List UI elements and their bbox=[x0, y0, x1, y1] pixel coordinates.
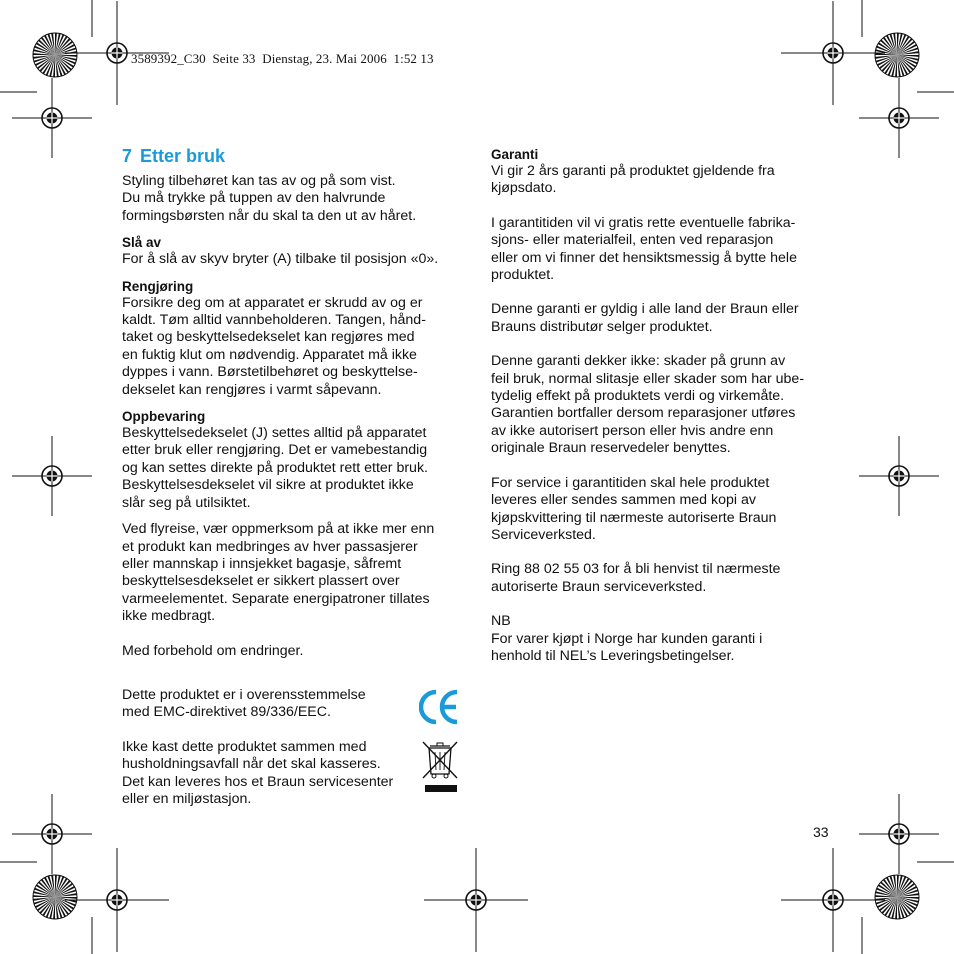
registration-mark-icon bbox=[859, 436, 939, 516]
warranty-paragraph: I garantitiden vil vi gratis rette eventuelle fabrika- sjons- eller materialfeil, enten ved reparasjon eller om vi finner det hensiktsmessig å bytte hele produktet. bbox=[491, 214, 797, 284]
storage-heading: Oppbevaring bbox=[122, 409, 206, 425]
registration-mark-icon bbox=[781, 1, 885, 105]
warranty-paragraph: For service i garantitiden skal hele produktet leveres eller sendes sammen med kopi av kjøpskvittering til nærmeste autoriserte Braun Serviceverksted. bbox=[491, 474, 777, 543]
page-number: 33 bbox=[813, 824, 829, 840]
cleaning-text: Forsikre deg om at apparatet er skrudd av og er kaldt. Tøm alltid vannbeholderen. Tangen, hånd- taket og beskyttelsedekselet kan regjøres med en fuktig klut om nødvendig. Apparatet må ikke dyppes i vann. Børstetilbehøret og beskyttelse- dekselet kan rengjøres i varmt såpevann. bbox=[122, 294, 426, 398]
switch-off-text: For å slå av skyv bryter (A) tilbake til posisjon «0». bbox=[122, 251, 439, 268]
travel-text: Ved flyreise, vær oppmerksom på at ikke mer enn et produkt kan medbringes av hver passasjerer eller mannskap i innsjekket bagasje, såfremt beskyttelsesdekselet er sikkert plassert over varmeelementet. Separate energipatroner tillates ikke medbragt. bbox=[122, 521, 435, 625]
registration-mark-icon bbox=[859, 78, 939, 158]
switch-off-heading: Slå av bbox=[122, 235, 162, 251]
section-number: 7 bbox=[122, 146, 133, 166]
registration-mark-icon bbox=[781, 848, 885, 952]
registration-mark-icon bbox=[424, 848, 528, 952]
warranty-heading: Garanti bbox=[491, 147, 539, 162]
warranty-paragraph: Vi gir 2 års garanti på produktet gjeldende fra kjøpsdato. bbox=[491, 163, 775, 197]
print-header: 3589392_C30 Seite 33 Dienstag, 23. Mai 2006 1:52 13 bbox=[131, 51, 434, 66]
registration-mark-icon bbox=[12, 436, 92, 516]
warranty-paragraph: Denne garanti er gyldig i alle land der Braun eller Brauns distributør selger produktet. bbox=[491, 301, 799, 335]
registration-mark-icon bbox=[12, 78, 92, 158]
starburst-mark-icon bbox=[33, 875, 77, 919]
warranty-paragraph: Ring 88 02 55 03 for å bli henvist til nærmeste autoriserte Braun serviceverksted. bbox=[491, 561, 781, 595]
emc-notice: Dette produktet er i overensstemmelse med EMC-direktivet 89/336/EEC. bbox=[122, 686, 366, 721]
reservation-text: Med forbehold om endringer. bbox=[122, 642, 304, 659]
storage-text: Beskyttelsedekselet (J) settes alltid på apparatet etter bruk eller rengjøring. Det er vamebestandig og kan settes direkte på produktet rett etter bruk. Beskyttelsesdekselet vil sikre at produktet ikke slår seg på utilsiktet. bbox=[122, 425, 428, 511]
starburst-mark-icon bbox=[33, 33, 77, 77]
registration-mark-icon bbox=[65, 1, 169, 105]
warranty-paragraph: NB For varer kjøpt i Norge har kunden garanti i henhold til NEL’s Leveringsbetingelser. bbox=[491, 613, 763, 664]
starburst-mark-icon bbox=[875, 33, 919, 77]
registration-mark-icon bbox=[65, 848, 169, 952]
section-title-text: Etter bruk bbox=[140, 146, 226, 166]
disposal-notice: Ikke kast dette produktet sammen med husholdningsavfall når det skal kasseres. Det kan leveres hos et Braun servicesenter eller en miljøstasjon. bbox=[122, 738, 394, 807]
warranty-paragraph: Denne garanti dekker ikke: skader på grunn av feil bruk, normal slitasje eller skader som har ube- tydelig effekt på produktets verdi og virkemåte. Garantien bortfaller dersom reparasjoner utføres av ikke autorisert person eller hvis andre enn originale Braun reservedeler benyttes. bbox=[491, 353, 805, 457]
starburst-mark-icon bbox=[875, 875, 919, 919]
intro-text: Styling tilbehøret kan tas av og på som vist. Du må trykke på tuppen av den halvrunde formingsbørsten når du skal ta den ut av håret. bbox=[122, 173, 417, 224]
cleaning-heading: Rengjøring bbox=[122, 278, 194, 294]
